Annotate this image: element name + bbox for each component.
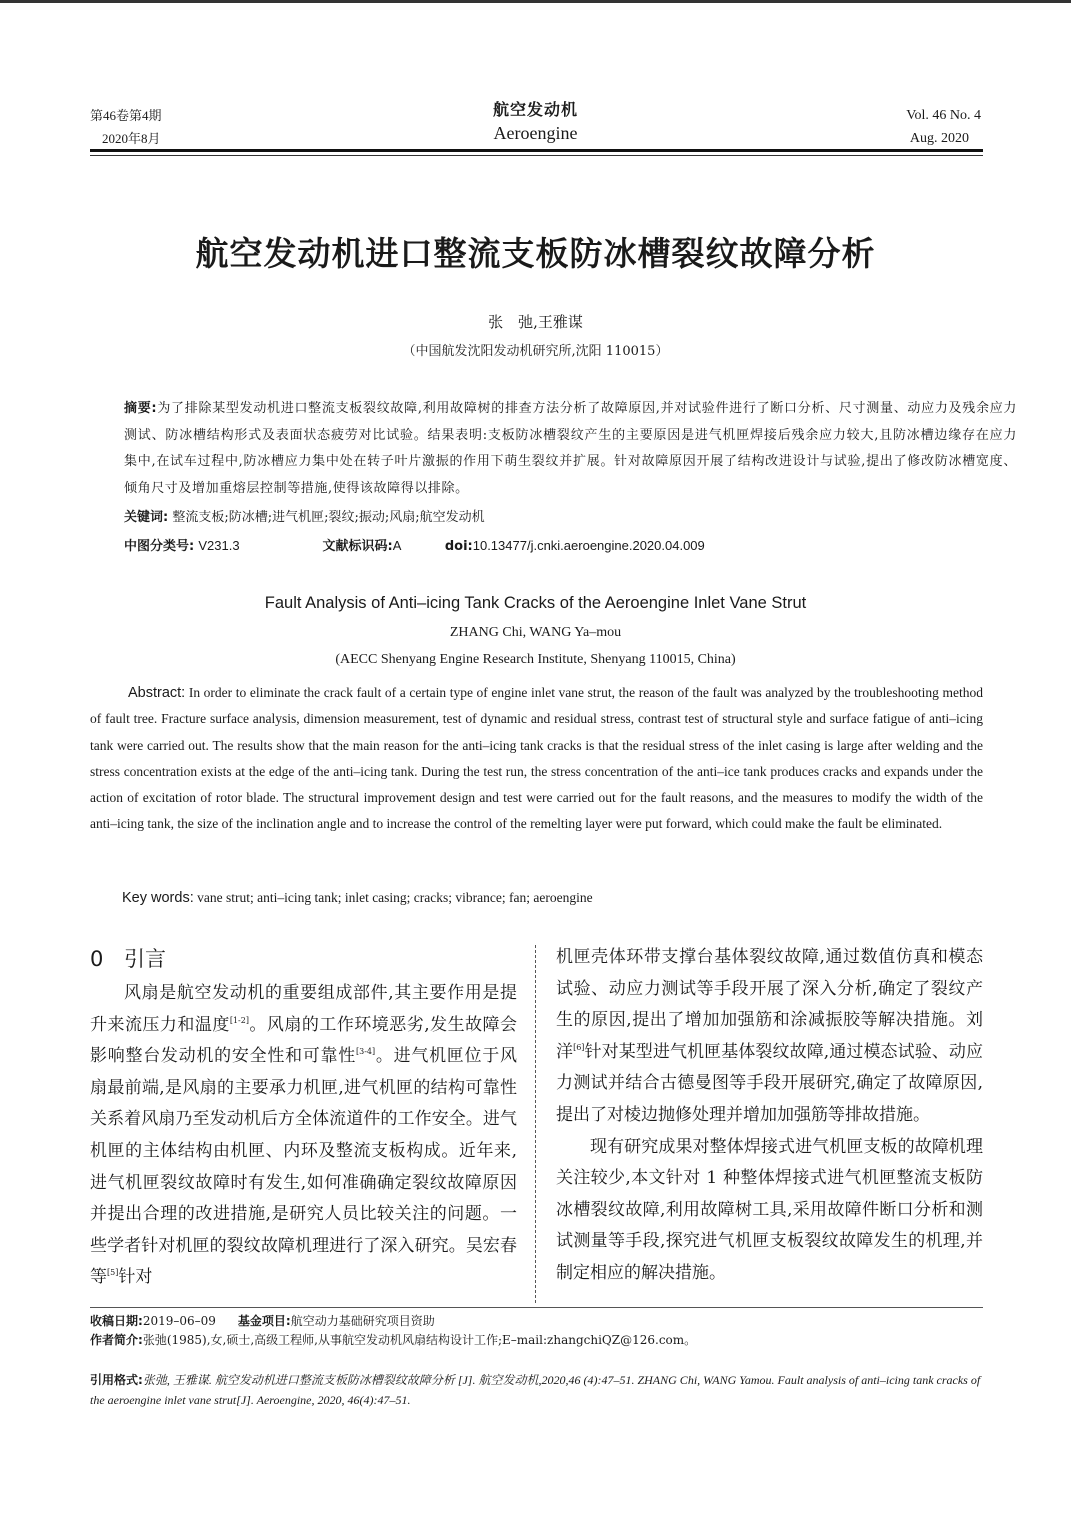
keywords-cn-text: 整流支板;防冰槽;进气机匣;裂纹;振动;风扇;航空发动机 bbox=[172, 510, 485, 525]
header-rule-thick bbox=[90, 149, 983, 152]
keywords-en bbox=[122, 890, 593, 906]
affiliation-cn: （中国航发沈阳发动机研究所,沈阳 110015） bbox=[402, 344, 669, 359]
abstract-en-text: In order to eliminate the crack fault of a certain type of engine inlet vane strut, the reason of the fault was analyzed by the troubleshooting method of fault tree. Fracture surface analysis, dimension measurement, test of dynamic and residual stress, contrast test of structural style and surface fatigue of anti–icing tank were carried out. The results show that the main reason for the anti–icing tank cracks is that the residual stress of the inlet casing is large after welding and the stress concentration exists at the edge of the anti–icing tank. During the test run, the stress concentration of the anti–ice tank produces cracks and expands under the action of excitation of rotor blade. The structural improvement design and test were carried out for the fault reasons, and the measures to modify the width of the anti–icing tank, the size of the inclination angle and to increase the control of the remelting layer were put forward, which could make the fault be eliminated. bbox=[90, 685, 983, 832]
article-title-en: Fault Analysis of Anti–icing Tank Cracks of the Aeroengine Inlet Vane Strut bbox=[264, 594, 807, 612]
date-en: Aug. 2020 bbox=[909, 131, 969, 146]
footnote-rule bbox=[90, 1307, 983, 1308]
authors-en: ZHANG Chi, WANG Ya–mou bbox=[449, 625, 622, 640]
received-label: 收稿日期: bbox=[90, 1314, 143, 1328]
section-title: 引言 bbox=[124, 947, 166, 971]
doi-label: doi: bbox=[444, 539, 473, 554]
citation-format bbox=[90, 1370, 983, 1410]
paragraph-text: 针对 bbox=[118, 1267, 153, 1288]
doi-value[interactable]: 10.13477/j.cnki.aeroengine.2020.04.009 bbox=[472, 538, 705, 553]
date-cn: 2020年8月 bbox=[102, 131, 161, 146]
authors-cn: 张 弛,王雅谋 bbox=[488, 313, 583, 331]
footnote-received bbox=[90, 1312, 435, 1329]
classification-line bbox=[124, 535, 705, 554]
paragraph-text: 。风扇的工作环境恶劣,发生故障会影响整台发动机的安全性和可靠性 bbox=[90, 1014, 518, 1067]
abstract-en bbox=[90, 680, 983, 838]
bio-value: 张弛(1985),女,硕士,高级工程师,从事航空发动机风扇结构设计工作;E–mail:zhangchiQZ@126.com。 bbox=[142, 1333, 697, 1347]
paragraph: 现有研究成果对整体焊接式进气机匣支板的故障机理关注较少,本文针对 1 种整体焊接式进气机匣整流支板防冰槽裂纹故障,利用故障树工具,采用故障件断口分析和测试测量等手段,探究进气机匣支板裂纹故障发生的机理,并制定相应的解决措施。 bbox=[556, 1136, 983, 1283]
paragraph-text: 。进气机匣位于风扇最前端,是风扇的主要承力机匣,进气机匣的结构可靠性关系着风扇乃至发动机后方全体流道件的工作安全。进气机匣的主体结构由机匣、内环及整流支板构成。近年来,进气机匣裂纹故障时有发生,如何准确确定裂纹故障原因并提出合理的改进措施,是研究人员比较关注的问题。一些学者针对机匣的裂纹故障机理进行了深入研究。吴宏春等 bbox=[90, 1046, 518, 1288]
abstract-cn-label: 摘要: bbox=[124, 401, 158, 416]
body-column-right bbox=[556, 942, 983, 1290]
keywords-cn bbox=[124, 506, 485, 525]
abstract-cn-text: 为了排除某型发动机进口整流支板裂纹故障,利用故障树的排查方法分析了故障原因,并对试验件进行了断口分析、尺寸测量、动应力及残余应力测试、防冰槽结构形式及表面状态疲劳对比试验。结果表明:支板防冰槽裂纹产生的主要原因是进气机匣焊接后残余应力较大,且防冰槽边缘存在应力集中,在试车过程中,防冰槽应力集中处在转子叶片激振的作用下萌生裂纹并扩展。针对故障原因开展了结构改进设计与试验,提出了修改防冰槽宽度、倾角尺寸及增加重熔层控制等措施,使得该故障得以排除。 bbox=[124, 401, 1018, 496]
citation-label: 引用格式: bbox=[90, 1373, 143, 1387]
journal-name-cn: 航空发动机 bbox=[492, 100, 578, 119]
column-divider bbox=[535, 945, 536, 1303]
header-right bbox=[906, 104, 981, 150]
paragraph-text: 机匣壳体环带支撑台基体裂纹故障,通过数值仿真和模态试验、动应力测试等手段开展了深入分析,确定了裂纹产生的原因,提出了增加加强筋和涂减振胶等解决措施。刘洋 bbox=[556, 947, 983, 1062]
section-number: 0 bbox=[90, 947, 104, 971]
keywords-cn-label: 关键词: bbox=[124, 510, 169, 525]
affiliation-en: (AECC Shenyang Engine Research Institute, Shenyang 110015, China) bbox=[335, 652, 736, 667]
citation-ref[interactable]: [5] bbox=[107, 1268, 119, 1278]
body-column-left bbox=[90, 978, 517, 1294]
paragraph bbox=[90, 978, 517, 1294]
paragraph bbox=[556, 942, 983, 1132]
footnote-author-bio bbox=[90, 1331, 696, 1348]
journal-name-en: Aeroengine bbox=[493, 123, 578, 143]
volume-issue-cn: 第46卷第4期 bbox=[90, 108, 162, 123]
volume-issue-en: Vol. 46 No. 4 bbox=[906, 108, 981, 123]
paragraph-text: 针对某型进气机匣基体裂纹故障,通过模态试验、动应力测试并结合古德曼图等手段开展研究,确定了故障原因,提出了对棱边抛修处理并增加加强筋等排故措施。 bbox=[556, 1041, 984, 1125]
citation-text: 张弛, 王雅谋. 航空发动机进口整流支板防冰槽裂纹故障分析 [J]. 航空发动机,2020,46 (4):47–51. ZHANG Chi, WANG Yamou. Fault analysis of anti–icing tank cracks of the aeroengine inlet vane strut[J]. Aeroengine, 2020, 46(4):47–51. bbox=[90, 1373, 981, 1407]
keywords-en-text: vane strut; anti–icing tank; inlet casing; cracks; vibrance; fan; aeroengine bbox=[197, 890, 593, 905]
keywords-en-label: Key words: bbox=[122, 890, 194, 906]
abstract-cn bbox=[90, 396, 1017, 502]
fund-value: 航空动力基础研究项目资助 bbox=[290, 1314, 435, 1328]
header-rule-thin bbox=[90, 155, 983, 156]
fund-label: 基金项目: bbox=[237, 1314, 291, 1328]
citation-ref[interactable]: [6] bbox=[573, 1042, 585, 1052]
page-top-border bbox=[0, 0, 1071, 3]
received-value: 2019–06–09 bbox=[142, 1314, 216, 1328]
article-title-cn: 航空发动机进口整流支板防冰槽裂纹故障分析 bbox=[195, 234, 876, 273]
abstract-en-label: Abstract: bbox=[128, 685, 186, 701]
bio-label: 作者简介: bbox=[90, 1333, 143, 1347]
citation-ref[interactable]: [3-4] bbox=[356, 1047, 376, 1057]
clc-label: 中图分类号: bbox=[124, 539, 195, 554]
doc-code-label: 文献标识码: bbox=[322, 539, 393, 554]
clc-value: V231.3 bbox=[198, 538, 240, 553]
citation-ref[interactable]: [1-2] bbox=[229, 1015, 249, 1025]
doc-code-value: A bbox=[392, 538, 402, 553]
paragraph-text: 风扇是航空发动机的重要组成部件,其主要作用是提升来流压力和温度 bbox=[90, 983, 517, 1035]
section-heading bbox=[90, 943, 166, 973]
